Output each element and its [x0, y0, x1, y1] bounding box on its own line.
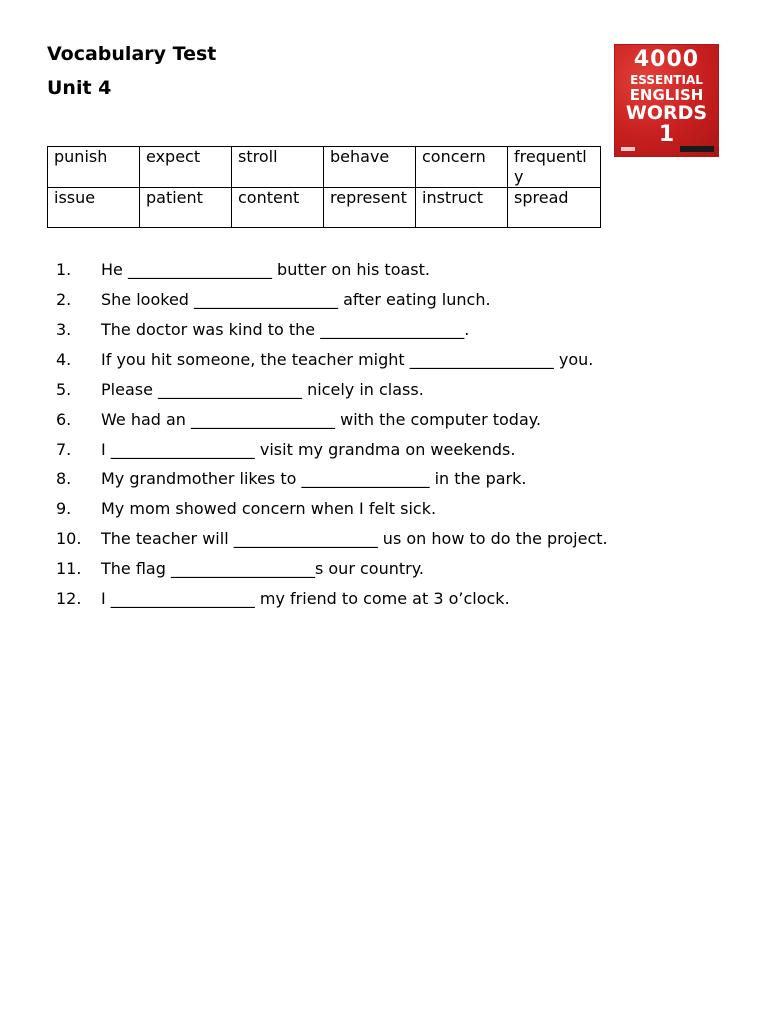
question-text: Please __________________ nicely in class.: [101, 380, 424, 399]
cover-author-bar: [680, 146, 714, 152]
question-text: I __________________ my friend to come at 3 o’clock.: [101, 588, 510, 608]
cover-volume: 1: [658, 122, 675, 147]
question-number: 8.: [56, 469, 72, 489]
cover-line-english: ENGLISH: [629, 86, 704, 104]
question-text: The doctor was kind to the __________________.: [101, 320, 470, 339]
word-bank-cell: issue: [48, 188, 140, 228]
question-number: 12.: [56, 588, 82, 608]
question-text: My grandmother likes to ________________ in the park.: [101, 469, 527, 489]
question-number: 6.: [56, 409, 72, 429]
question-number: 11.: [56, 558, 82, 578]
question-number: 4.: [56, 350, 72, 369]
cover-publisher-mark: [621, 147, 635, 151]
word-bank-cell: represent: [324, 188, 416, 228]
question-text: We had an __________________ with the computer today.: [101, 409, 542, 429]
question-text: She looked __________________ after eating lunch.: [101, 290, 491, 309]
question-number: 2.: [56, 290, 72, 309]
question-number: 1.: [56, 260, 72, 279]
question-text: I __________________ visit my grandma on weekends.: [101, 439, 516, 459]
question-text: My mom showed concern when I felt sick.: [101, 499, 437, 519]
question-text: He __________________ butter on his toast.: [101, 260, 430, 279]
word-bank-cell: behave: [324, 147, 416, 188]
question-text: The teacher will __________________ us on how to do the project.: [101, 528, 608, 548]
word-bank-cell: punish: [48, 147, 140, 188]
page-title: Vocabulary Test: [47, 43, 217, 65]
question-number: 7.: [56, 439, 72, 459]
word-bank-cell: expect: [140, 147, 232, 188]
word-bank-cell: stroll: [232, 147, 324, 188]
question-number: 3.: [56, 320, 72, 339]
question-number: 5.: [56, 380, 72, 399]
word-bank-cell: patient: [140, 188, 232, 228]
cover-line-words: WORDS: [625, 102, 708, 124]
cover-number: 4000: [633, 47, 700, 72]
word-bank-cell: spread: [508, 188, 601, 228]
word-bank-row: [48, 188, 601, 228]
question-text: The flag __________________s our country.: [101, 558, 424, 578]
unit-heading: Unit 4: [47, 77, 112, 99]
word-bank-cell: instruct: [416, 188, 508, 228]
word-bank-cell: content: [232, 188, 324, 228]
cover-line-essential: ESSENTIAL: [630, 73, 703, 87]
word-bank-row: [48, 147, 601, 188]
word-bank-cell: frequently: [508, 147, 601, 188]
question-number: 10.: [56, 528, 82, 548]
question-text: If you hit someone, the teacher might __________________ you.: [101, 350, 594, 369]
word-bank-table: [47, 146, 601, 228]
book-cover-image: [614, 44, 719, 157]
question-number: 9.: [56, 499, 72, 519]
word-bank-cell: concern: [416, 147, 508, 188]
